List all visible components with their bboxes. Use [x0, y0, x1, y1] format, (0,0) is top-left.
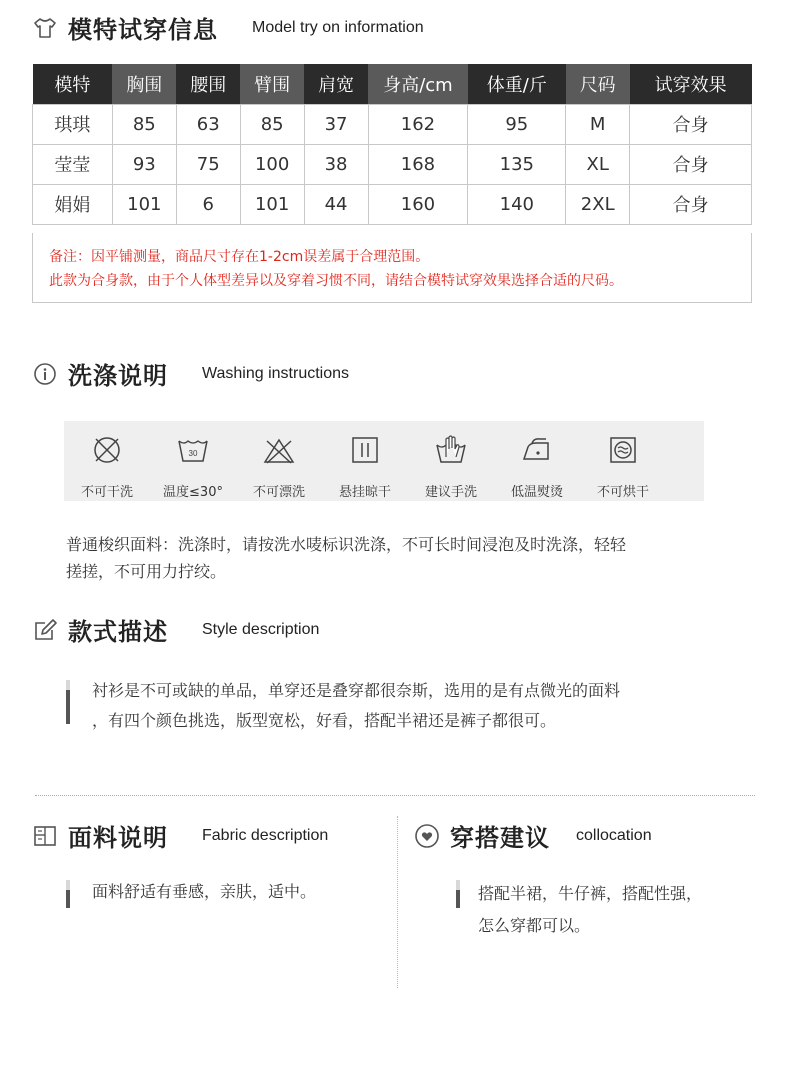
- header-cell: 腰围: [176, 64, 240, 104]
- table-cell: 44: [304, 184, 368, 224]
- no-dry-clean-icon: [90, 433, 124, 471]
- no-tumble-dry-icon: [606, 433, 640, 471]
- table-cell: 168: [368, 144, 468, 184]
- fabric-text-line: 面料舒适有垂感，亲肤，适中。: [92, 882, 317, 901]
- table-cell: 162: [368, 104, 468, 144]
- table-cell: 37: [304, 104, 368, 144]
- wash-item: [580, 421, 666, 501]
- collocation-text-line: 搭配半裙，牛仔裤，搭配性强，: [478, 884, 703, 903]
- style-section-subtitle: Style description: [202, 620, 320, 638]
- table-cell: 合身: [630, 104, 752, 144]
- low-iron-icon: [520, 433, 554, 471]
- table-cell: 合身: [630, 184, 752, 224]
- size-note-line: 备注：因平铺测量，商品尺寸存在1-2cm误差属于合理范围。: [49, 249, 430, 265]
- header-cell: 尺码: [566, 64, 630, 104]
- style-text: [92, 676, 620, 736]
- wash-item: [322, 421, 408, 501]
- header-cell: 模特: [33, 64, 113, 104]
- table-row: [33, 104, 752, 144]
- table-cell: 6: [176, 184, 240, 224]
- style-text-line: 衬衫是不可或缺的单品，单穿还是叠穿都很奈斯，选用的是有点微光的面料: [92, 681, 621, 700]
- shirt-icon: [32, 15, 58, 41]
- wash-item: [408, 421, 494, 501]
- washing-icons-bar: [64, 421, 704, 501]
- table-cell: 100: [240, 144, 304, 184]
- table-cell: 101: [112, 184, 176, 224]
- fabric-section-subtitle: Fabric description: [202, 826, 329, 844]
- table-cell: 93: [112, 144, 176, 184]
- wash-item-label: 不可干洗: [80, 485, 133, 500]
- washing-section-heading: [32, 356, 349, 391]
- column-divider: [397, 816, 398, 988]
- hand-wash-icon: [434, 433, 468, 471]
- wash-item-label: 温度≤30°: [163, 485, 223, 500]
- wash-item: [236, 421, 322, 501]
- table-cell: 琪琪: [33, 104, 113, 144]
- header-cell: 试穿效果: [630, 64, 752, 104]
- table-cell: M: [566, 104, 630, 144]
- hang-dry-icon: [348, 433, 382, 471]
- size-table: [32, 64, 752, 225]
- size-note-line: 此款为合身款，由于个人体型差异以及穿着习惯不同，请结合模特试穿效果选择合适的尺码。: [49, 273, 623, 289]
- fabric-section-title: 面料说明: [68, 824, 168, 852]
- fabric-accent-bar: [66, 880, 70, 908]
- fabric-text: [92, 878, 316, 905]
- fabric-icon: [32, 823, 58, 849]
- washing-section-subtitle: Washing instructions: [202, 364, 350, 382]
- wash-item-label: 不可烘干: [596, 485, 649, 500]
- header-cell: 胸围: [112, 64, 176, 104]
- table-cell: 2XL: [566, 184, 630, 224]
- wash-item-label: 悬挂晾干: [338, 485, 391, 500]
- table-cell: 95: [468, 104, 566, 144]
- info-icon: [32, 361, 58, 387]
- washing-text-line: 普通梭织面料：洗涤时，请按洗水唛标识洗涤，不可长时间浸泡及时洗涤，轻轻: [66, 535, 627, 554]
- table-row: [33, 184, 752, 224]
- table-cell: 101: [240, 184, 304, 224]
- model-section-subtitle: Model try on information: [252, 18, 424, 36]
- table-cell: 75: [176, 144, 240, 184]
- washing-text-line: 搓搓，不可用力拧绞。: [66, 562, 227, 581]
- section-divider: [35, 795, 755, 796]
- washing-text: [66, 531, 626, 585]
- header-cell: 体重/斤: [468, 64, 566, 104]
- table-row: [33, 144, 752, 184]
- table-cell: 63: [176, 104, 240, 144]
- collocation-section-heading: [414, 818, 652, 853]
- wash-temp-mark: 30: [188, 449, 198, 458]
- table-cell: 38: [304, 144, 368, 184]
- washing-section-title: 洗涤说明: [68, 362, 168, 390]
- wash-item: [64, 421, 150, 501]
- model-section-heading: [32, 10, 424, 45]
- header-cell: 身高/cm: [368, 64, 468, 104]
- style-section-title: 款式描述: [68, 618, 168, 646]
- style-accent-bar: [66, 680, 70, 724]
- edit-icon: [32, 617, 58, 643]
- table-cell: 85: [240, 104, 304, 144]
- table-cell: 娟娟: [33, 184, 113, 224]
- collocation-text: [478, 878, 702, 942]
- model-section-title: 模特试穿信息: [68, 16, 218, 44]
- collocation-section-title: 穿搭建议: [450, 824, 550, 852]
- header-cell: 臂围: [240, 64, 304, 104]
- header-cell: 肩宽: [304, 64, 368, 104]
- wash-30-icon: [176, 433, 210, 471]
- no-bleach-icon: [262, 433, 296, 471]
- wash-item-label: 低温熨烫: [510, 485, 563, 500]
- style-text-line: ，有四个颜色挑选，版型宽松，好看，搭配半裙还是裤子都很可。: [92, 711, 557, 730]
- size-table-header: [33, 64, 752, 104]
- wash-item: [150, 421, 236, 501]
- collocation-section-subtitle: collocation: [576, 826, 652, 844]
- wash-item-label: 不可漂洗: [252, 485, 305, 500]
- wash-item-label: 建议手洗: [424, 485, 477, 500]
- collocation-text-line: 怎么穿都可以。: [478, 916, 591, 935]
- wash-item: [494, 421, 580, 501]
- table-cell: 莹莹: [33, 144, 113, 184]
- size-note: [32, 233, 752, 303]
- style-section-heading: [32, 612, 319, 647]
- table-cell: XL: [566, 144, 630, 184]
- fabric-section-heading: [32, 818, 328, 853]
- heart-icon: [414, 823, 440, 849]
- table-cell: 140: [468, 184, 566, 224]
- table-cell: 160: [368, 184, 468, 224]
- table-cell: 135: [468, 144, 566, 184]
- table-cell: 85: [112, 104, 176, 144]
- collocation-accent-bar: [456, 880, 460, 908]
- table-cell: 合身: [630, 144, 752, 184]
